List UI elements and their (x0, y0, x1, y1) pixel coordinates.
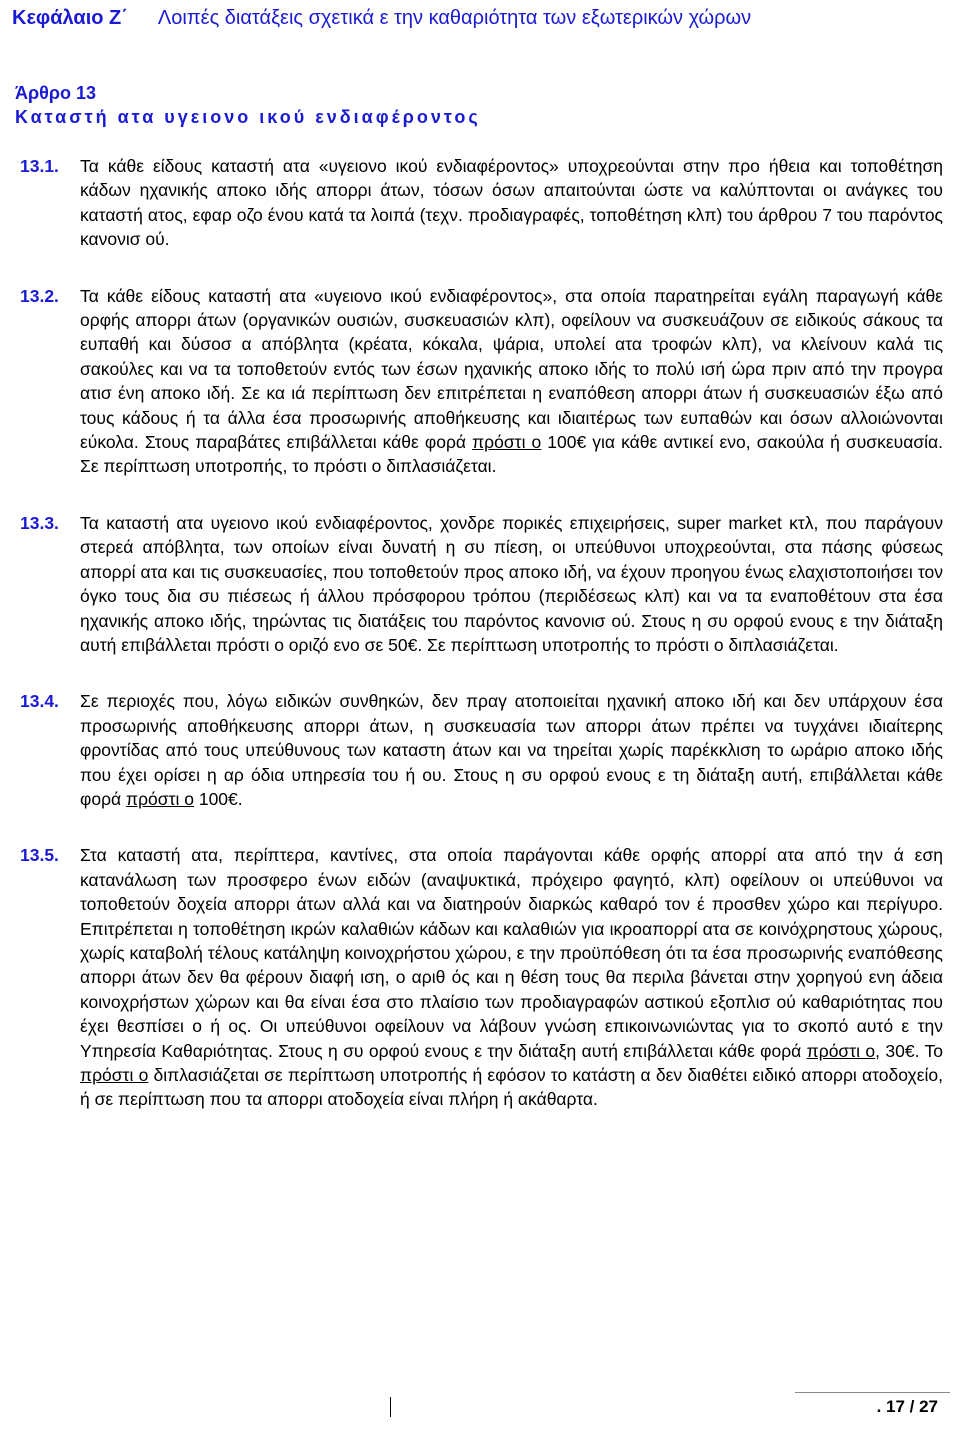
fine-term-underlined: πρόστι ο (126, 788, 194, 809)
paragraph-text (80, 284, 943, 479)
paragraph-13-4 (20, 689, 943, 811)
text-segment: διπλασιάζεται σε περίπτωση υποτροπής ή εφόσον το κατάστη α δεν διαθέτει ειδικό απορρι ατοδοχείο, ή σε περίπτωση που τα απορρι ατοδοχεία είναι πλήρη ή ακάθαρτα. (80, 1065, 943, 1110)
text-segment: 100€ για κάθε αντικεί ενο, σακούλα ή συσκευασία. Σε περίπτωση υποτροπής, το πρόστι ο διπλασιάζεται. (80, 432, 943, 477)
text-segment: , 30€. Το (875, 1040, 943, 1061)
paragraph-number: 13.4. (20, 691, 59, 712)
paragraph-13-2 (20, 284, 943, 479)
article-number: Άρθρο 13 (15, 83, 97, 103)
paragraph-text (80, 511, 943, 657)
text-segment: Τα κάθε είδους καταστή ατα «υγειονο ικού ενδιαφέροντος», στα οποία παρατηρείται εγάλη παραγωγή κάθε ορφής απορρι άτων (οργανικών ουσιών, συσκευασιών κλπ), οφείλουν να συσκευάζουν σε ειδικούς σάκους τα ευπαθή και δύσοσ α απόβλητα (κρέατα, κόκαλα, ψάρια, υπολεί ατα τροφών κλπ), να κλείνουν καλά τις σακούλες και να τα τοποθετούν εντός των έσων ηχανικής αποκο ιδής το πολύ ισή ώρα πριν από την προγρα ατισ ένη αποκο ιδή. Σε κα ιά περίπτωση δεν επιτρέπεται η εναπόθεση απορρι άτων ή συσκευασιών έξω από τους κάδους ή τα άλλα έσα προσωρινής αποθήκευσης και ιδιαιτέρως των ευπαθών και όσων αλλοιώνονται εύκολα. Στους παραβάτες επιβάλλεται κάθε φορά (80, 285, 943, 453)
text-segment: 100€. (193, 788, 243, 809)
paragraph-13-5 (20, 843, 943, 1111)
page-header (12, 5, 952, 31)
paragraph-number: 13.5. (20, 845, 59, 866)
fine-term-underlined: πρόστι ο (80, 1065, 149, 1085)
paragraph-number: 13.1. (20, 156, 59, 176)
article-body (20, 154, 943, 1144)
paragraph-number: 13.2. (20, 285, 59, 306)
paragraph-text (80, 689, 943, 811)
paragraph-text (80, 154, 943, 252)
paragraph-number: 13.3. (20, 512, 59, 533)
fine-term-underlined: πρόστι ο (472, 432, 542, 453)
text-segment: Τα κάθε είδους καταστή ατα «υγειονο ικού ενδιαφέροντος» υποχρεούνται στην προ ήθεια και τοποθέτηση κάδων ηχανικής αποκο ιδής απορρι άτων, τόσων όσων απαιτούνται ώστε να καλύπτονται οι ανάγκες του καταστή ατος, εφαρ οζο ένου κατά τα λοιπά (τεχν. προδιαγραφές, τοποθέτηση κλπ) του άρθρου 7 του παρόντος κανονισ ού. (80, 156, 943, 250)
text-segment: Στα καταστή ατα, περίπτερα, καντίνες, στα οποία παράγονται κάθε ορφής απορρί ατα από την ά εση κατανάλωση των προσφερο ένων ειδών (αναψυκτικά, πρόχειρο φαγητό, κλπ) οφείλουν οι υπεύθυνοι να τοποθετούν δοχεία απορρι άτων αλλά και να διατηρούν διαρκώς καθαρό τον έ προσθεν χώρο και περίγυρο. Επιτρέπεται η τοποθέτηση ικρών καλαθιών κάδων και καλαθιών για ικροαπορρί ατα σε κοινόχρηστους χώρους, χωρίς καταβολή τέλους κατάληψη κοινοχρήστου χώρου, ε την προϋπόθεση ότι τα έσα προσωρινής εναπόθεσης απορρι άτων δεν θα φέρουν διαφή ιση, ο αριθ ός και η θέση τους θα περιλα βάνεται στην χορηγού ενη άδεια κοινοχρήστων χώρων και θα είναι έσα στο πλαίσιο των προδιαγραφών αστικού εξοπλισ ού καθαριότητας που έχει θεσπίσει ο ή ος. Οι υπεύθυνοι οφείλουν να λάβουν γνώση επικοινωνιώντας για το σκοπό αυτό ε την Υπηρεσία Καθαριότητας. Στους η συ ορφού ενους ε την διάταξη αυτή επιβάλλεται κάθε φορά (80, 845, 943, 1061)
text-segment: Σε περιοχές που, λόγω ειδικών συνθηκών, δεν πραγ ατοποιείται ηχανική αποκο ιδή και δεν υπάρχουν έσα προσωρινής αποθήκευσης απορρι άτων, η συσκευασία των απορρι άτων πρέπει να τυγχάνει ιδιαίτερης φροντίδας από τους υπεύθυνους των καταστη άτων και να τηρείται χωρίς παρέκκλιση το ωράριο αποκο ιδής που έχει ορίσει η αρ όδια υπηρεσία του ή ου. Στους η συ ορφού ενους ε τη διάταξη αυτή, επιβάλλεται κάθε φορά (80, 691, 943, 809)
paragraph-13-3 (20, 511, 943, 657)
fine-term-underlined: πρόστι ο (806, 1040, 876, 1061)
paragraph-13-1 (20, 154, 943, 252)
article-title: Καταστή ατα υγειονο ικού ενδιαφέροντος (15, 107, 481, 127)
page-number: . 17 / 27 (795, 1392, 950, 1420)
text-segment: Τα καταστή ατα υγειονο ικού ενδιαφέροντος, χονδρε πορικές επιχειρήσεις, super market κτλ, που παράγουν στερεά απόβλητα, των οποίων είναι δυνατή η συ πίεση, οι υπεύθυνοι υποχρεούνται, στα πάσης φύσεως απορρί ατα και τις συσκευασίες, που τοποθετούν προς αποκο ιδή, να έχουν προηγου ένως ελαχιστοποιήσει τον όγκο τους δια συ πιέσεως ή άλλου πρόσφορου τρόπου (περιδέσεως κλπ) και να τα εναποθέτουν στα έσα ηχανικής αποκο ιδής, τηρώντας τις διατάξεις του παρόντος κανονισ ού. Στους η συ ορφού ενους ε την διάταξη αυτή επιβάλλεται πρόστι ο οριζό ενο σε 50€. Σε περίπτωση υποτροπής το πρόστι ο διπλασιάζεται. (80, 512, 943, 655)
chapter-title: Λοιπές διατάξεις σχετικά ε την καθαριότητα των εξωτερικών χώρων (157, 7, 752, 29)
paragraph-text (80, 843, 943, 1111)
chapter-label: Κεφάλαιο Ζ΄ (12, 7, 128, 29)
footer-divider-mark (390, 1397, 391, 1417)
